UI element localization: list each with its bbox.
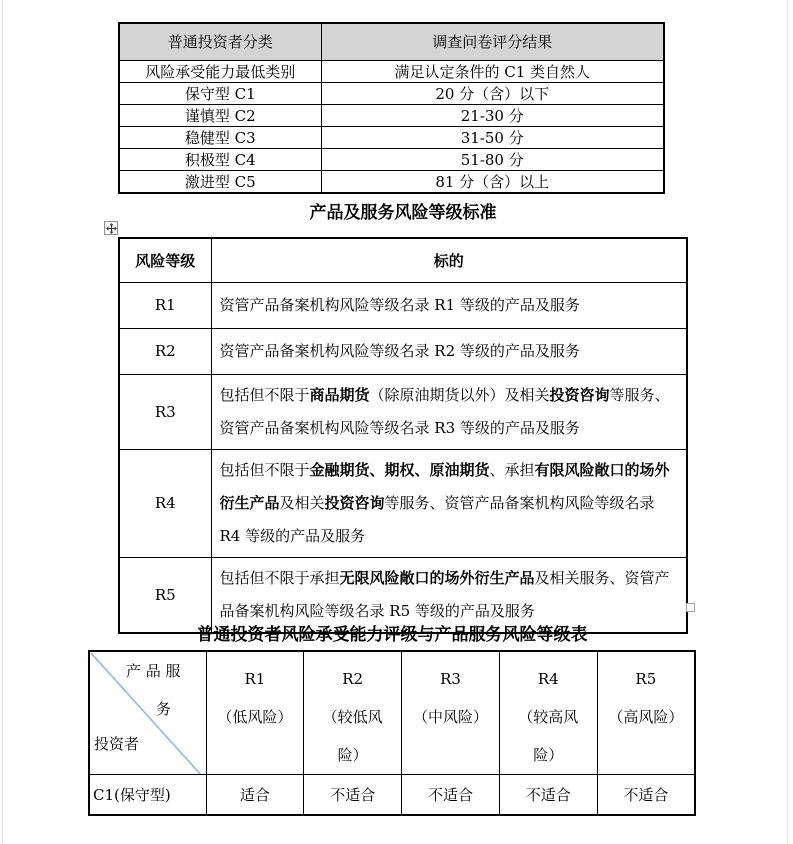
table-row xyxy=(119,449,687,557)
risk-code: R2 xyxy=(342,670,364,688)
column-header-r5 xyxy=(597,651,695,775)
risk-label: （高风险） xyxy=(608,708,684,726)
column-header-r2 xyxy=(304,651,402,775)
investor-classification-table xyxy=(118,22,665,194)
table-row xyxy=(119,328,687,374)
table-cell: 激进型 C5 xyxy=(119,170,321,193)
risk-description-cell: 包括但不限于金融期货、期权、原油期货、承担有限风险敞口的场外衍生产品及相关投资咨询等服务、资管产品备案机构风险等级名录 R4 等级的产品及服务 xyxy=(211,449,687,557)
risk-description-cell: 包括但不限于承担无限风险敞口的场外衍生产品及相关服务、资管产品备案机构风险等级名录 R5 等级的产品及服务 xyxy=(211,557,687,633)
risk-label: （较低风险） xyxy=(322,708,383,764)
risk-label: （较高风险） xyxy=(518,708,579,764)
table-header-row xyxy=(119,238,687,282)
diagonal-corner-cell xyxy=(89,651,206,775)
table-row xyxy=(89,775,695,815)
four-way-arrow-icon xyxy=(106,223,117,234)
table-row xyxy=(119,126,664,148)
risk-level-cell: R2 xyxy=(119,328,211,374)
table-move-handle-icon[interactable] xyxy=(104,221,118,235)
table-cell: 保守型 C1 xyxy=(119,82,321,104)
table-cell: 风险承受能力最低类别 xyxy=(119,60,321,82)
risk-level-cell: R3 xyxy=(119,374,211,449)
table-row xyxy=(119,282,687,328)
column-header-r1 xyxy=(206,651,304,775)
column-header-investor-class: 普通投资者分类 xyxy=(119,23,321,60)
risk-level-cell: R1 xyxy=(119,282,211,328)
table-header-row xyxy=(119,23,664,60)
corner-label-investor: 投资者 xyxy=(94,735,140,753)
table-row xyxy=(119,82,664,104)
investor-type-cell: C1(保守型) xyxy=(89,775,206,815)
table-cell: 积极型 C4 xyxy=(119,148,321,170)
page-edge-left xyxy=(2,0,3,844)
table-cell: 21-30 分 xyxy=(321,104,664,126)
column-header-target: 标的 xyxy=(211,238,687,282)
table-cell: 81 分（含）以上 xyxy=(321,170,664,193)
table-resize-handle-icon[interactable] xyxy=(686,603,695,612)
risk-code: R1 xyxy=(244,670,266,688)
suitability-cell: 不适合 xyxy=(597,775,695,815)
table-cell: 31-50 分 xyxy=(321,126,664,148)
table-row xyxy=(119,104,664,126)
suitability-cell: 不适合 xyxy=(499,775,597,815)
column-header-r4 xyxy=(499,651,597,775)
risk-code: R3 xyxy=(440,670,461,688)
column-header-survey-score: 调查问卷评分结果 xyxy=(321,23,664,60)
table-header-row xyxy=(89,651,695,775)
table-cell: 稳健型 C3 xyxy=(119,126,321,148)
risk-level-cell: R5 xyxy=(119,557,211,633)
table-row xyxy=(119,148,664,170)
table-cell: 谨慎型 C2 xyxy=(119,104,321,126)
table-row xyxy=(119,60,664,82)
column-header-risk-level: 风险等级 xyxy=(119,238,211,282)
risk-description-cell: 资管产品备案机构风险等级名录 R2 等级的产品及服务 xyxy=(211,328,687,374)
table-cell: 满足认定条件的 C1 类自然人 xyxy=(321,60,664,82)
risk-label: （中风险） xyxy=(412,708,488,726)
table-row xyxy=(119,170,664,193)
risk-description-cell: 包括但不限于商品期货（除原油期货以外）及相关投资咨询等服务、资管产品备案机构风险等级名录 R3 等级的产品及服务 xyxy=(211,374,687,449)
suitability-cell: 不适合 xyxy=(402,775,500,815)
table-cell: 51-80 分 xyxy=(321,148,664,170)
column-header-r3 xyxy=(402,651,500,775)
section-title-product-risk-standard: 产品及服务风险等级标准 xyxy=(309,203,497,223)
corner-label-product-service: 产 品 服 xyxy=(126,662,181,680)
table-cell: 20 分（含）以下 xyxy=(321,82,664,104)
section-title-suitability-matrix: 普通投资者风险承受能力评级与产品服务风险等级表 xyxy=(196,625,588,645)
table-row xyxy=(119,374,687,449)
risk-code: R4 xyxy=(537,670,559,688)
risk-description-cell: 资管产品备案机构风险等级名录 R1 等级的产品及服务 xyxy=(211,282,687,328)
risk-level-cell: R4 xyxy=(119,449,211,557)
corner-label-product-service-2: 务 xyxy=(156,700,172,718)
risk-code: R5 xyxy=(635,670,657,688)
product-risk-level-table xyxy=(118,237,688,634)
page-edge-right xyxy=(787,0,788,844)
suitability-matrix-table xyxy=(88,650,696,816)
suitability-cell: 适合 xyxy=(206,775,304,815)
risk-label: （低风险） xyxy=(217,708,293,726)
suitability-cell: 不适合 xyxy=(304,775,402,815)
